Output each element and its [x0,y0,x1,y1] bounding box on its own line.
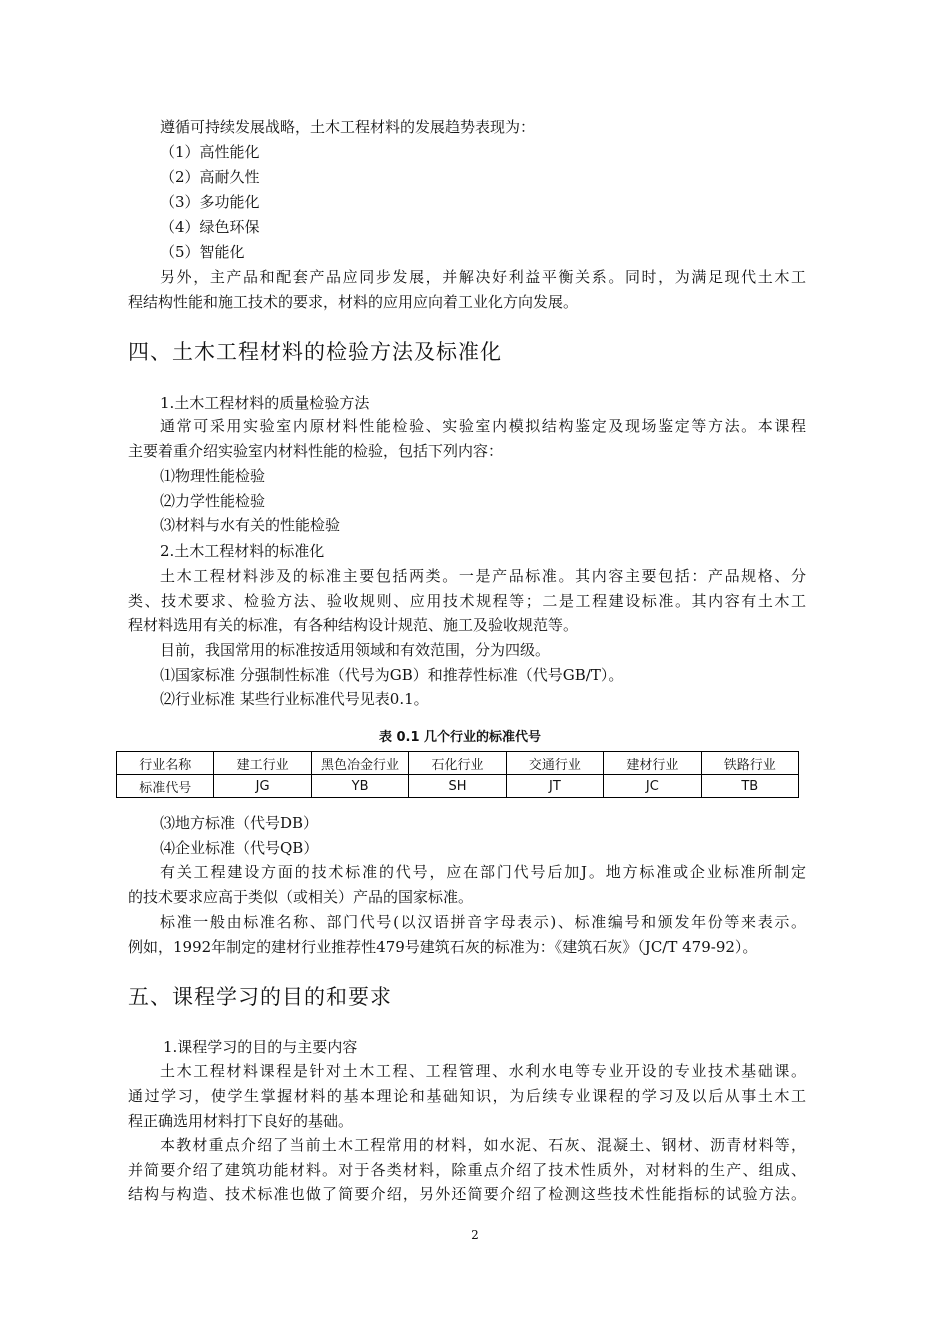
paragraph-line: 土木工程材料课程是针对土木工程、工程管理、水利水电等专业开设的专业技术基础课。 [160,1062,806,1080]
trend-item: （4）绿色环保 [160,218,260,236]
table-cell: 石化行业 [409,752,506,775]
paragraph-line: 土木工程材料涉及的标准主要包括两类。一是产品标准。其内容主要包括：产品规格、分 [160,567,806,585]
table-row [117,775,799,798]
section-heading: 五、课程学习的目的和要求 [128,985,392,1009]
trend-item: （2）高耐久性 [160,168,260,186]
trend-item: （1）高性能化 [160,143,260,161]
paragraph-line: 通过学习，使学生掌握材料的基本理论和基础知识，为后续专业课程的学习及以后从事土木工 [128,1087,806,1105]
table-cell: JC [604,775,701,798]
page-number: 2 [471,1228,479,1242]
subsection-title: 1.土木工程材料的质量检验方法 [160,394,370,412]
table-cell: 铁路行业 [701,752,798,775]
paragraph-line: 程正确选用材料打下良好的基础。 [128,1112,354,1130]
table-cell: JT [506,775,603,798]
list-item: ⑶材料与水有关的性能检验 [160,516,341,534]
table-cell: YB [311,775,408,798]
paragraph-line: 通常可采用实验室内原材料性能检验、实验室内模拟结构鉴定及现场鉴定等方法。本课程 [160,417,806,435]
table-cell: 行业名称 [117,752,214,775]
list-item: ⑵力学性能检验 [160,492,266,510]
trend-item: （5）智能化 [160,243,245,261]
table-cell: 黑色冶金行业 [311,752,408,775]
paragraph-line: 结构与构造、技术标准也做了简要介绍，另外还简要介绍了检测这些技术性能指标的试验方法。 [128,1185,806,1203]
list-item: ⑵行业标准 某些行业标准代号见表0.1。 [160,690,429,708]
table-cell: SH [409,775,506,798]
table-caption: 表 0.1 几个行业的标准代号 [378,730,542,745]
trend-item: （3）多功能化 [160,193,260,211]
paragraph-line: 有关工程建设方面的技术标准的代号，应在部门代号后加J。地方标准或企业标准所制定 [160,863,806,881]
table-cell: 建材行业 [604,752,701,775]
list-item: ⑴国家标准 分强制性标准（代号为GB）和推荐性标准（代号GB/T）。 [160,666,624,684]
paragraph-line: 类、技术要求、检验方法、验收规则、应用技术规程等；二是工程建设标准。其内容有土木工 [128,592,806,610]
list-item: ⑴物理性能检验 [160,467,266,485]
table-cell: 标准代号 [117,775,214,798]
paragraph-line: 并简要介绍了建筑功能材料。对于各类材料，除重点介绍了技术性质外，对材料的生产、组成、 [128,1161,806,1179]
paragraph-line: 主要着重介绍实验室内材料性能的检验，包括下列内容： [128,442,504,460]
trend-paragraph-line: 另外，主产品和配套产品应同步发展，并解决好利益平衡关系。同时，为满足现代土木工 [160,268,806,286]
paragraph-line: 例如，1992年制定的建材行业推荐性479号建筑石灰的标准为：《建筑石灰》（JC/T 479-92）。 [128,938,758,956]
paragraph-line: 目前，我国常用的标准按适用领域和有效范围，分为四级。 [160,641,551,659]
section-heading: 四、土木工程材料的检验方法及标准化 [128,340,502,364]
paragraph-line: 程材料选用有关的标准，有各种结构设计规范、施工及验收规范等。 [128,616,579,634]
paragraph-line: 本教材重点介绍了当前土木工程常用的材料，如水泥、石灰、混凝土、钢材、沥青材料等， [160,1136,806,1154]
trend-intro: 遵循可持续发展战略，土木工程材料的发展趋势表现为： [160,118,536,136]
list-item: ⑷企业标准（代号QB） [160,839,319,857]
table-cell: 建工行业 [214,752,311,775]
subsection-title: 1.课程学习的目的与主要内容 [163,1038,358,1056]
paragraph-line: 标准一般由标准名称、部门代号(以汉语拼音字母表示)、标准编号和颁发年份等来表示。 [160,913,806,931]
table-row [117,752,799,775]
list-item: ⑶地方标准（代号DB） [160,814,319,832]
table-cell: JG [214,775,311,798]
industry-code-table [116,751,799,798]
table-cell: TB [701,775,798,798]
table-cell: 交通行业 [506,752,603,775]
trend-paragraph-line: 程结构性能和施工技术的要求，材料的应用应向着工业化方向发展。 [128,293,579,311]
subsection-title: 2.土木工程材料的标准化 [160,542,325,560]
paragraph-line: 的技术要求应高于类似（或相关）产品的国家标准。 [128,888,474,906]
